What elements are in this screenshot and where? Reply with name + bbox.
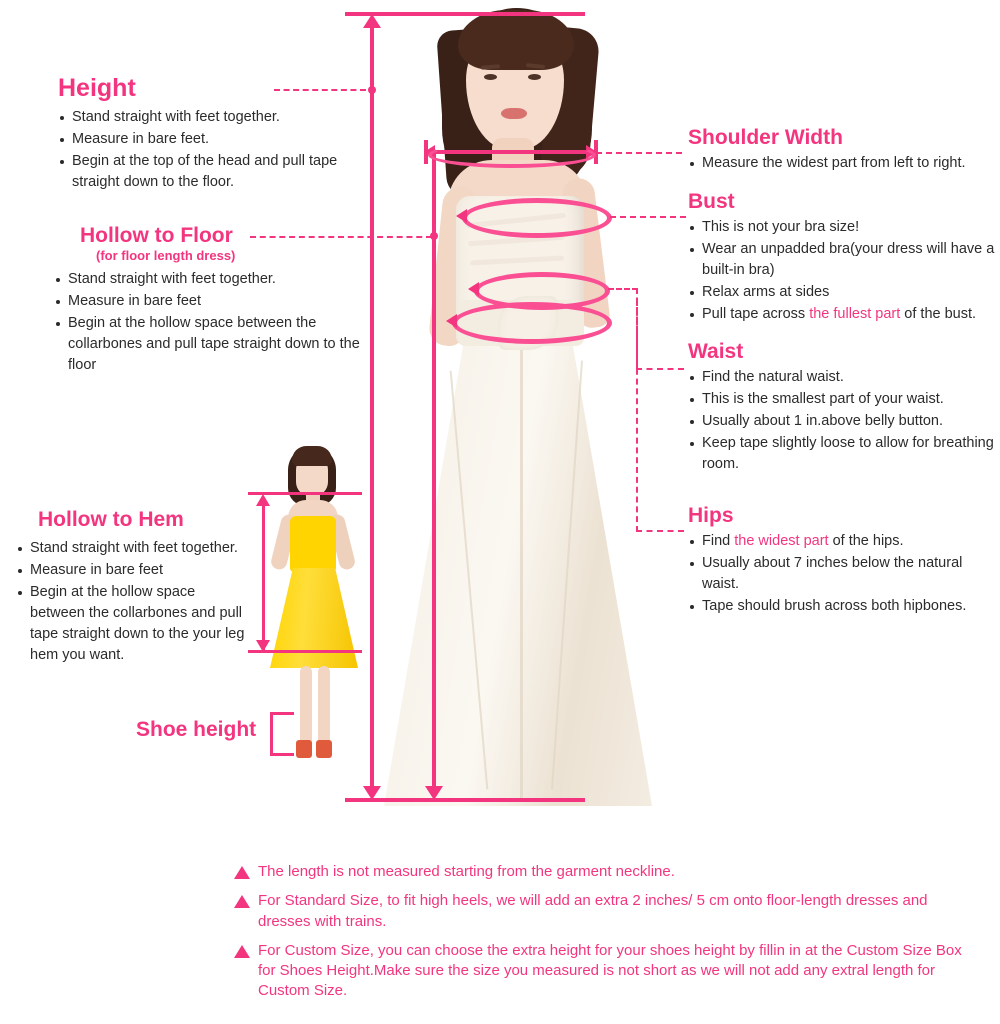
note-text: For Custom Size, you can choose the extra height for your shoes height by fillin in at the Custom Size Box for Shoes Height.Make sure the size you measured is not short as we will not add any extral length for Custom Size. xyxy=(258,941,962,1000)
bride-illustration xyxy=(370,0,670,810)
hem-bottom-rule xyxy=(248,650,362,653)
hollow-to-hem-bullets xyxy=(16,538,246,666)
height-section xyxy=(58,74,368,194)
waist-leader-h2 xyxy=(636,368,684,370)
mini-shoe-left xyxy=(296,740,312,758)
bust-leader xyxy=(610,216,686,218)
bust-fullest-prefix: Pull tape across xyxy=(702,306,810,323)
waist-title: Waist xyxy=(688,340,744,363)
list-item: Measure in bare feet xyxy=(16,560,246,581)
hollow-to-hem-title: Hollow to Hem xyxy=(38,508,184,531)
bust-fullest-highlight: the fullest part xyxy=(809,306,901,323)
list-item: Find the natural waist. xyxy=(688,367,996,388)
hips-section xyxy=(688,504,996,618)
list-item: Tape should brush across both hipbones. xyxy=(688,596,996,617)
hips-title: Hips xyxy=(688,504,734,527)
bust-fullest-suffix: of the bust. xyxy=(900,306,977,323)
hips-widest-highlight: the widest part xyxy=(734,533,829,549)
list-item: Usually about 7 inches below the natural waist. xyxy=(688,553,996,595)
list-item: Begin at the hollow space between the collarbones and pull tape straight down to the your leg hem you want. xyxy=(16,582,246,666)
eye-left xyxy=(484,74,497,80)
shoulder-width-bullets xyxy=(688,153,996,174)
mini-leg-left xyxy=(300,666,312,746)
list-item: Begin at the hollow space between the collarbones and pull tape straight down to the floor xyxy=(54,313,362,376)
height-title: Height xyxy=(58,74,136,102)
waist-leader-h xyxy=(608,288,638,290)
list-item: Begin at the top of the head and pull tape straight down to the floor. xyxy=(58,151,368,193)
skirt-seam-1 xyxy=(520,340,523,800)
warning-triangle-icon xyxy=(234,866,250,879)
mini-shoe-right xyxy=(316,740,332,758)
mini-skirt-shape xyxy=(270,568,358,668)
list-item: Usually about 1 in.above belly button. xyxy=(688,411,996,432)
height-arrow-up xyxy=(363,14,381,28)
list-item: Relax arms at sides xyxy=(688,282,996,303)
hollow-to-floor-line xyxy=(432,150,436,796)
mini-bodice-shape xyxy=(290,516,336,572)
shoe-height-section xyxy=(136,718,256,742)
hollow-to-floor-bullets xyxy=(54,269,362,376)
list-item: This is the smallest part of your waist. xyxy=(688,389,996,410)
waist-bullets xyxy=(688,367,996,475)
gown-skirt-shape xyxy=(384,338,652,806)
list-item: Measure in bare feet. xyxy=(58,129,368,150)
height-arrow-down xyxy=(363,786,381,800)
mini-leg-right xyxy=(318,666,330,746)
lips-shape xyxy=(501,108,527,119)
hips-widest-suffix: of the hips. xyxy=(828,533,904,549)
shoulder-tape-band xyxy=(428,142,596,168)
hem-vertical-line xyxy=(262,500,265,650)
list-item: Stand straight with feet together. xyxy=(54,269,362,290)
list-item: Keep tape slightly loose to allow for breathing room. xyxy=(688,433,996,475)
footer-notes xyxy=(232,862,972,1011)
list-item: Stand straight with feet together. xyxy=(58,107,368,128)
waist-section xyxy=(688,340,996,476)
height-bullets xyxy=(58,107,368,193)
hips-leader-v xyxy=(636,300,638,532)
eye-right xyxy=(528,74,541,80)
bust-bullets xyxy=(688,217,996,325)
shoulder-width-title: Shoulder Width xyxy=(688,126,843,149)
hem-arrow-up xyxy=(256,494,270,506)
shoulder-width-section xyxy=(688,126,996,175)
warning-triangle-icon xyxy=(234,895,250,908)
hips-tape-band xyxy=(452,302,612,344)
height-label-dot xyxy=(368,86,376,94)
hollow-to-floor-section xyxy=(42,224,362,377)
height-vertical-line xyxy=(370,20,374,796)
bust-arrow-left xyxy=(456,209,467,223)
hollow-to-floor-subtitle: (for floor length dress) xyxy=(96,248,236,263)
list-item: Wear an unpadded bra(your dress will have a built-in bra) xyxy=(688,239,996,281)
height-top-rule xyxy=(345,12,585,16)
list-item: Stand straight with feet together. xyxy=(16,538,246,559)
list-item-highlight xyxy=(688,531,996,552)
fringe-shape xyxy=(458,10,574,70)
mini-fringe-shape xyxy=(292,446,332,466)
shoe-height-title: Shoe height xyxy=(136,718,257,741)
note-text: For Standard Size, to fit high heels, we will add an extra 2 inches/ 5 cm onto floor-length dresses and dresses with trains. xyxy=(258,892,928,930)
bust-tape-band xyxy=(462,198,612,238)
list-item: This is not your bra size! xyxy=(688,217,996,238)
height-bottom-rule xyxy=(345,798,585,802)
shoe-height-top-tick xyxy=(270,712,294,715)
list-item: Measure the widest part from left to right. xyxy=(688,153,996,174)
note-text: The length is not measured starting from the garment neckline. xyxy=(258,863,675,880)
hips-arrow-left xyxy=(446,314,457,328)
hips-widest-prefix: Find xyxy=(702,533,735,549)
hollow-to-hem-section xyxy=(16,508,246,667)
hollow-to-floor-title: Hollow to Floor xyxy=(80,224,233,247)
hollow-to-floor-arrow-down xyxy=(425,786,443,800)
note-item xyxy=(232,862,972,882)
note-item xyxy=(232,941,972,1002)
bust-title: Bust xyxy=(688,190,735,213)
hips-bullets xyxy=(688,531,996,617)
waist-arrow-left xyxy=(468,282,479,296)
hips-leader-h xyxy=(636,530,684,532)
shoe-height-bottom-tick xyxy=(270,753,294,756)
shoulder-leader xyxy=(596,152,682,154)
warning-triangle-icon xyxy=(234,945,250,958)
list-item: Measure in bare feet xyxy=(54,291,362,312)
shoe-height-vertical xyxy=(270,712,273,756)
list-item-highlight xyxy=(688,304,996,325)
note-item xyxy=(232,891,972,932)
bust-section xyxy=(688,190,996,326)
